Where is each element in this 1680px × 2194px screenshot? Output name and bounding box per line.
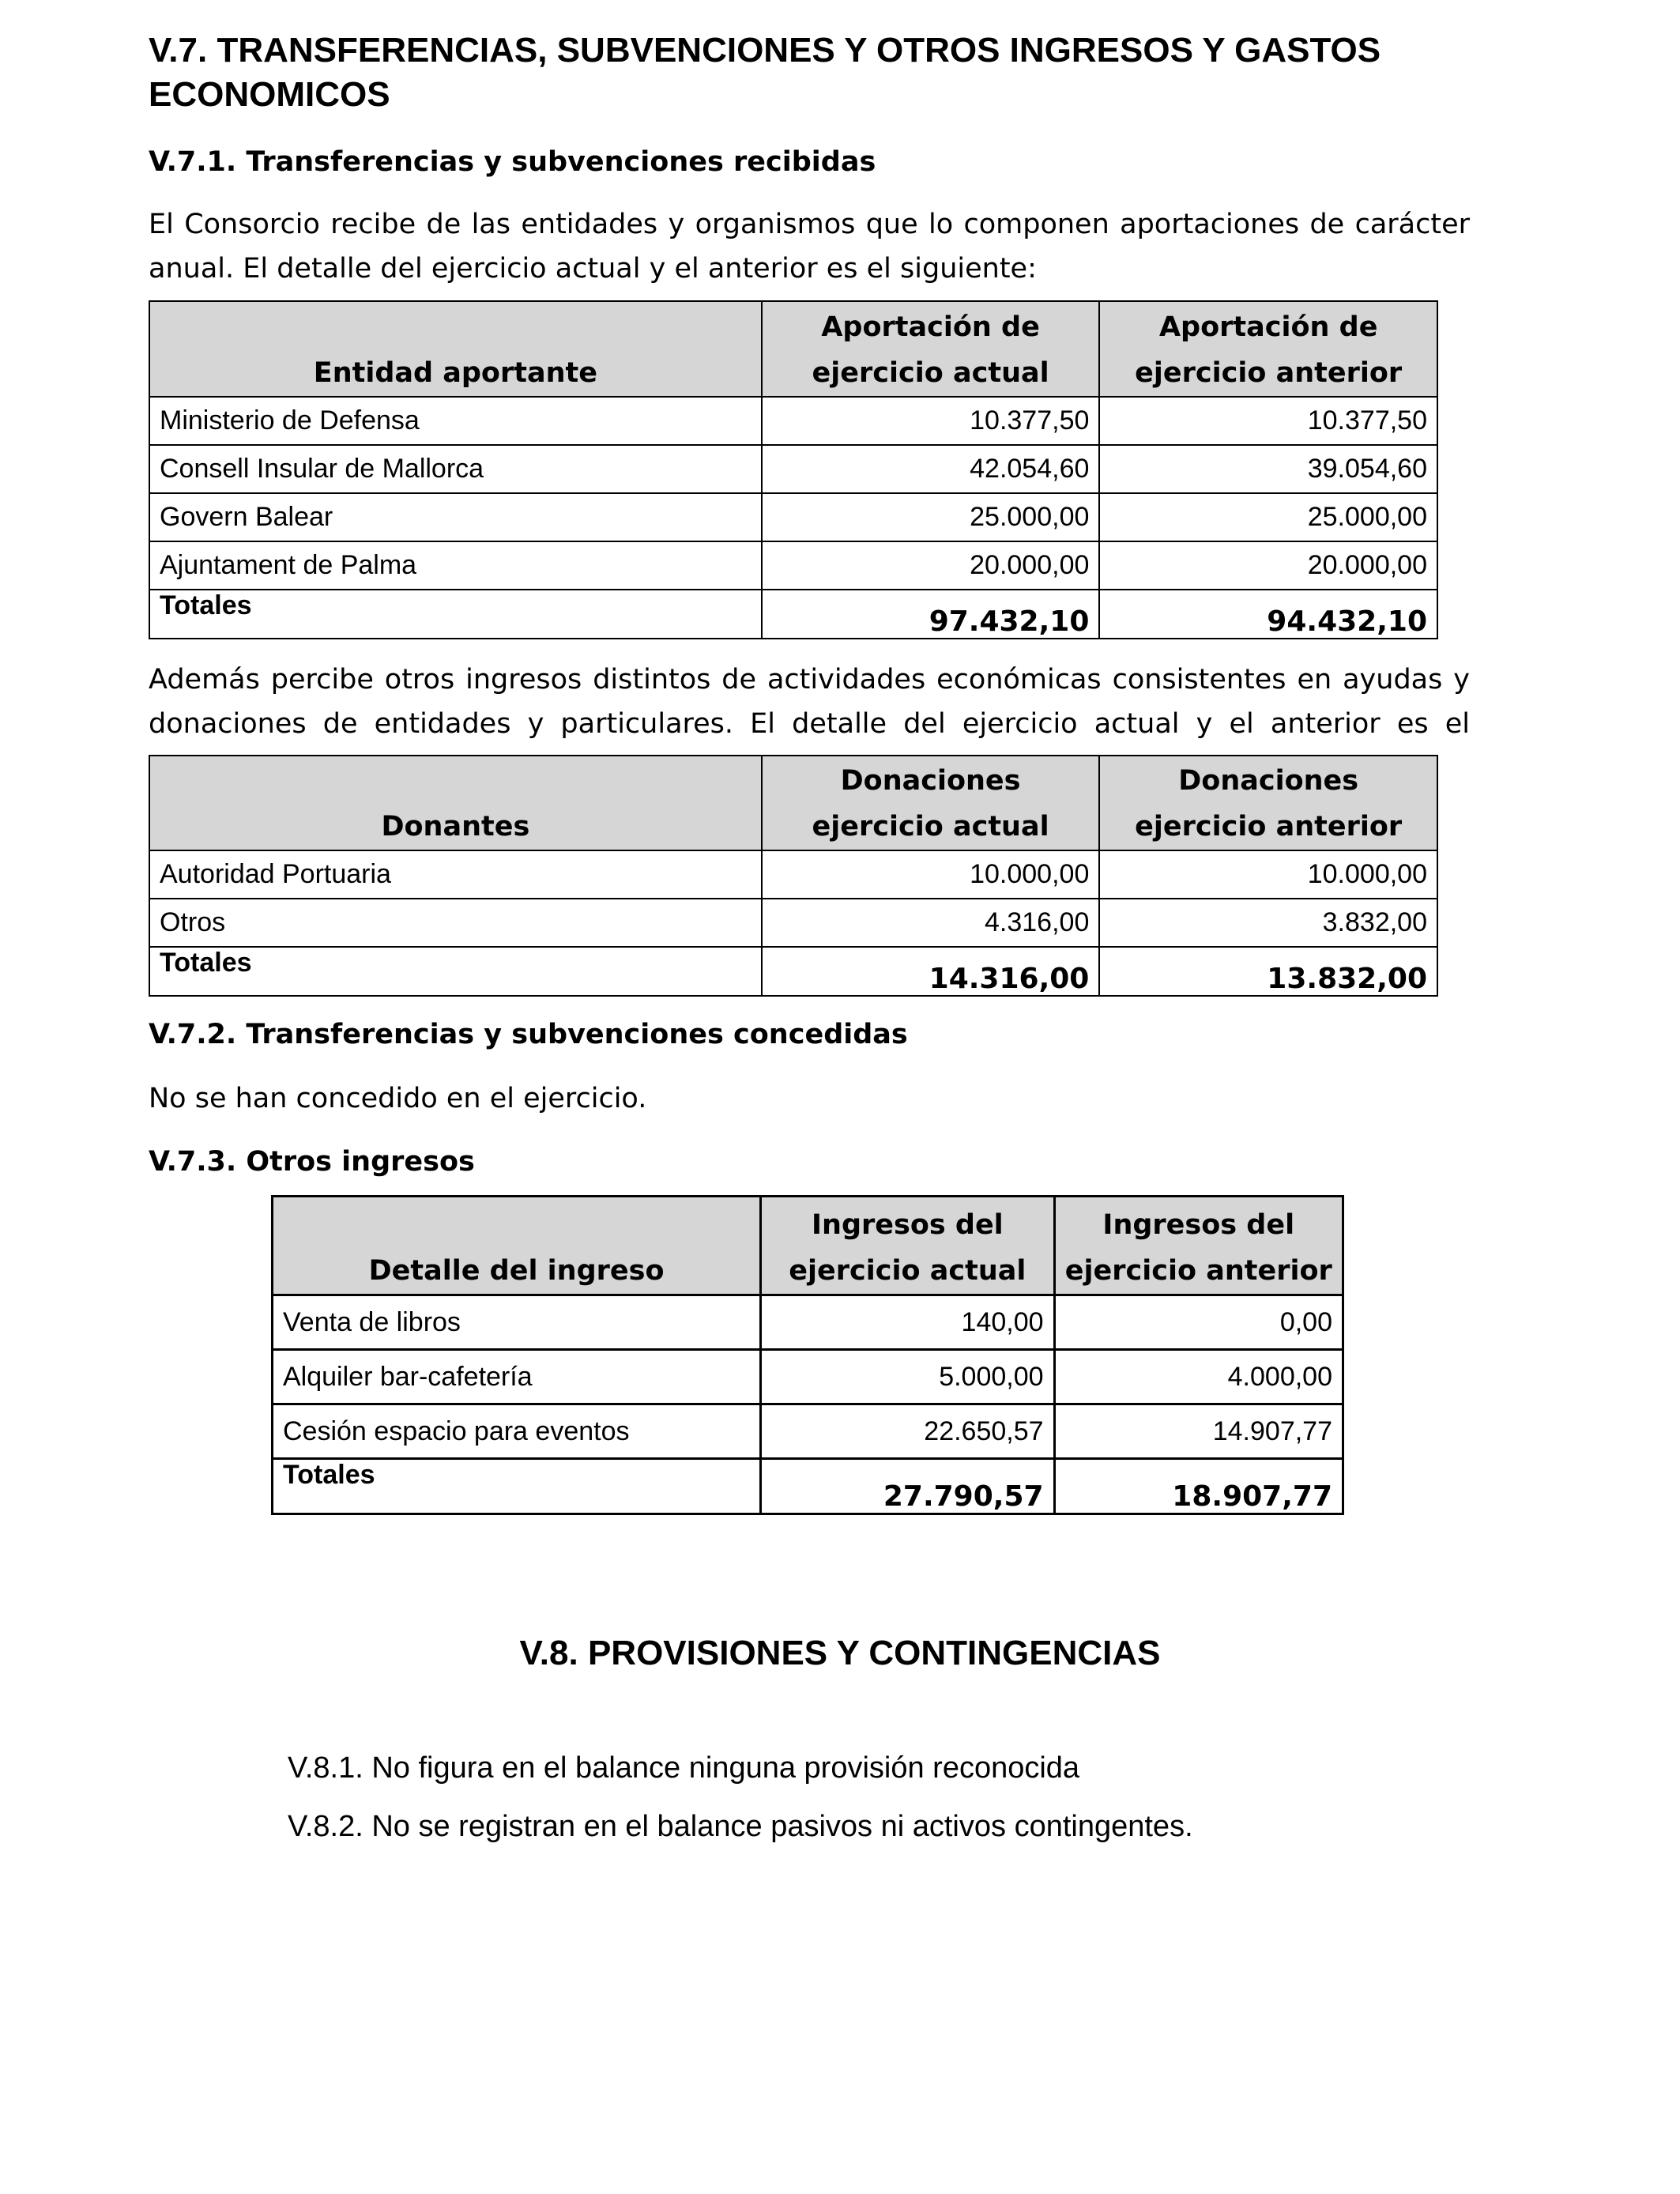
section-title: V.7. TRANSFERENCIAS, SUBVENCIONES Y OTROS INGRESOS Y GASTOS ECONOMICOS [149,31,1381,114]
column-header: Entidad aportante [149,301,762,397]
provisions-line-2: V.8.2. No se registran en el balance pasivos ni activos contingentes. [288,1810,1193,1843]
total-amount: 97.432,10 [762,590,1100,639]
table-header-row [149,756,1437,850]
table-row [149,899,1437,947]
table-row [273,1295,1343,1350]
entity-cell: Govern Balear [149,493,762,541]
subsection-heading-7-1: V.7.1. Transferencias y subvenciones recibidas [149,146,876,178]
column-header: Donantes [149,756,762,850]
table-row [273,1350,1343,1404]
table-row [273,1404,1343,1459]
income-detail-cell: Alquiler bar-cafetería [273,1350,761,1404]
totals-label: Totales [273,1459,761,1514]
total-amount: 13.832,00 [1099,947,1437,996]
column-header: Aportación de ejercicio anterior [1099,301,1437,397]
amount-cell: 20.000,00 [762,541,1100,590]
amount-cell: 10.000,00 [1099,850,1437,899]
column-header: Donaciones ejercicio anterior [1099,756,1437,850]
amount-cell: 25.000,00 [762,493,1100,541]
totals-row [149,947,1437,996]
contributions-table [149,300,1438,639]
total-amount: 18.907,77 [1054,1459,1343,1514]
donations-table [149,755,1438,997]
amount-cell: 5.000,00 [761,1350,1054,1404]
provisions-section-title: V.8. PROVISIONES Y CONTINGENCIAS [519,1634,1161,1672]
provisions-line-1: V.8.1. No figura en el balance ninguna provisión reconocida [288,1751,1080,1785]
table-row [149,541,1437,590]
entity-cell: Ministerio de Defensa [149,397,762,445]
column-header: Donaciones ejercicio actual [762,756,1100,850]
totals-row [273,1459,1343,1514]
donations-intro-line-2: donaciones de entidades y particulares. El detalle del ejercicio actual y el anterior es el [149,708,1470,740]
intro-line-1: El Consorcio recibe de las entidades y organismos que lo componen aportaciones de carácter [149,209,1470,240]
total-amount: 14.316,00 [762,947,1100,996]
amount-cell: 0,00 [1054,1295,1343,1350]
amount-cell: 3.832,00 [1099,899,1437,947]
amount-cell: 4.000,00 [1054,1350,1343,1404]
donor-cell: Autoridad Portuaria [149,850,762,899]
subsection-heading-7-2: V.7.2. Transferencias y subvenciones concedidas [149,1019,908,1050]
table-row [149,445,1437,493]
entity-cell: Consell Insular de Mallorca [149,445,762,493]
table-header-row [149,301,1437,397]
amount-cell: 25.000,00 [1099,493,1437,541]
total-amount: 94.432,10 [1099,590,1437,639]
amount-cell: 14.907,77 [1054,1404,1343,1459]
amount-cell: 10.377,50 [1099,397,1437,445]
donations-intro-line-1: Además percibe otros ingresos distintos de actividades económicas consistentes en ayudas y [149,664,1470,696]
income-detail-cell: Cesión espacio para eventos [273,1404,761,1459]
totals-label: Totales [149,947,762,996]
amount-cell: 10.377,50 [762,397,1100,445]
table-header-row [273,1197,1343,1295]
column-header: Aportación de ejercicio actual [762,301,1100,397]
subsection-heading-7-3: V.7.3. Otros ingresos [149,1146,475,1178]
total-amount: 27.790,57 [761,1459,1054,1514]
totals-label: Totales [149,590,762,639]
amount-cell: 39.054,60 [1099,445,1437,493]
amount-cell: 20.000,00 [1099,541,1437,590]
income-detail-cell: Venta de libros [273,1295,761,1350]
donor-cell: Otros [149,899,762,947]
table-row [149,850,1437,899]
entity-cell: Ajuntament de Palma [149,541,762,590]
table-row [149,397,1437,445]
intro-line-2: anual. El detalle del ejercicio actual y el anterior es el siguiente: [149,253,1037,285]
amount-cell: 140,00 [761,1295,1054,1350]
totals-row [149,590,1437,639]
column-header: Detalle del ingreso [273,1197,761,1295]
amount-cell: 10.000,00 [762,850,1100,899]
column-header: Ingresos del ejercicio anterior [1054,1197,1343,1295]
table-row [149,493,1437,541]
no-transfers-text: No se han concedido en el ejercicio. [149,1083,647,1114]
amount-cell: 4.316,00 [762,899,1100,947]
column-header: Ingresos del ejercicio actual [761,1197,1054,1295]
amount-cell: 42.054,60 [762,445,1100,493]
other-income-table [271,1195,1344,1515]
amount-cell: 22.650,57 [761,1404,1054,1459]
